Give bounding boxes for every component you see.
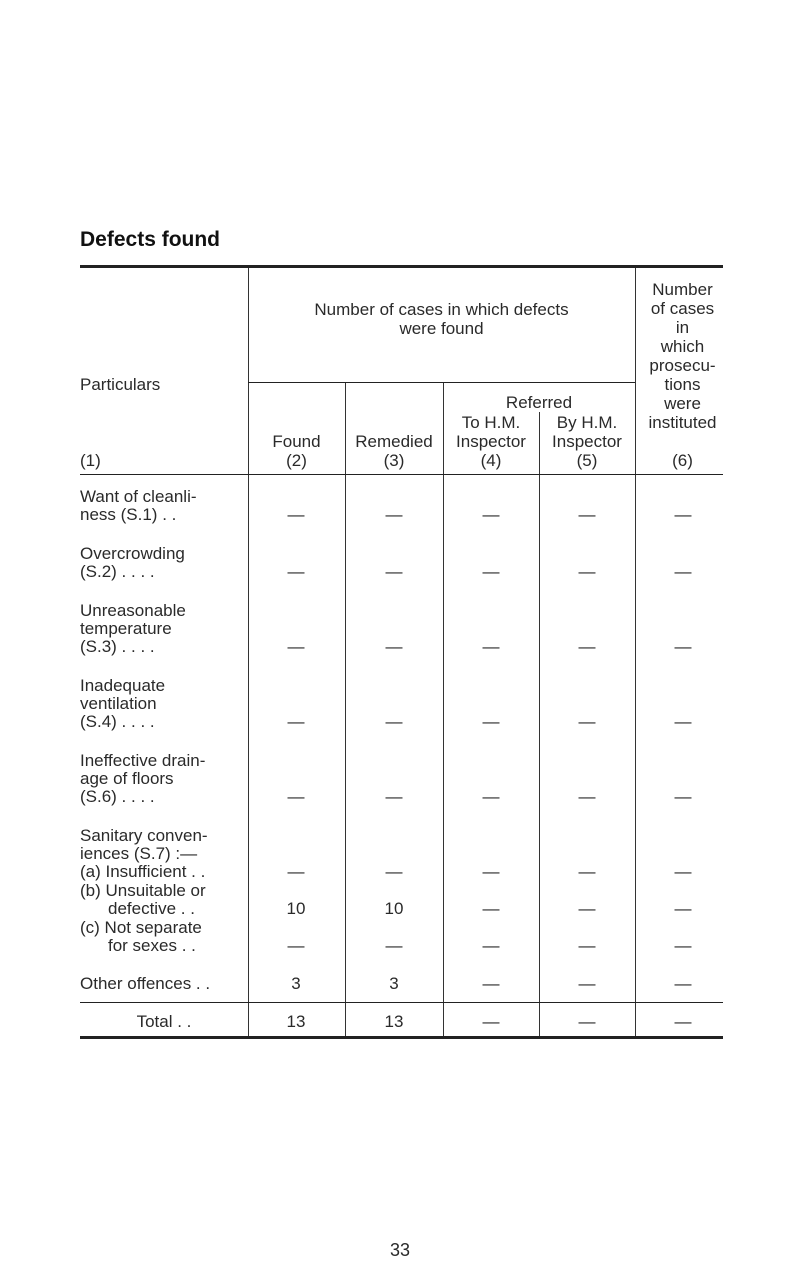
col-divider-2 [345,383,346,1038]
page-number: 33 [389,1240,411,1260]
table-cell: — [385,712,403,731]
table-cell: — [287,505,305,524]
table-row-label [80,488,197,524]
table-cell: — [287,637,305,656]
row-label-line: for sexes . . [108,936,196,955]
header-prosecutions [635,280,730,470]
table-cell: — [385,637,403,656]
header-found-num: (2) [286,451,307,470]
table-cell: — [578,936,596,955]
total-top-rule [80,1002,723,1003]
row-label-line: (c) Not separate [80,918,202,937]
table-cell: — [578,974,596,993]
table-cell: — [482,637,500,656]
col-divider-3 [443,383,444,1038]
header-to-hm [443,413,539,470]
table-cell: — [578,899,596,918]
table-row-label [80,677,165,731]
row-label-line: Overcrowding [80,544,185,563]
header-remedied-num: (3) [383,451,405,470]
table-row-label [80,545,185,581]
table-cell: — [578,562,596,581]
table-bottom-rule [80,1036,723,1039]
total-label: Total . . [136,1012,192,1031]
table-cell: — [482,562,500,581]
table-cell: — [674,562,692,581]
header-by-hm-num: (5) [576,451,598,470]
row-label-line: ventilation [80,694,157,713]
table-cell: — [385,787,403,806]
table-cell: — [287,787,305,806]
table-row-label [80,919,202,955]
row-label-line: (S.3) . . . . [80,637,155,656]
header-by-hm [539,413,635,470]
header-prosecutions-l9 [635,432,730,451]
header-bottom-rule [80,474,723,475]
table-cell: — [578,712,596,731]
header-prosecutions-l7: were [664,394,701,413]
row-label-line: (S.2) . . . . [80,562,155,581]
table-cell: — [578,787,596,806]
header-prosecutions-l6: tions [664,375,701,394]
header-found-label: Found [272,432,321,451]
table-cell: — [385,862,403,881]
header-particulars: Particulars [80,375,161,394]
row-label-line: iences (S.7) :— [80,844,198,863]
table-row-label [80,602,186,656]
table-cell: — [674,712,692,731]
row-label-line: (b) Unsuitable or [80,881,206,900]
header-remedied [345,432,443,470]
header-particulars-num: (1) [80,451,101,470]
header-by-hm-line1: By H.M. [556,413,618,432]
row-label-line: ness (S.1) . . [80,505,177,524]
table-cell: — [482,974,500,993]
table-cell: — [482,899,500,918]
table-cell: 3 [389,974,399,993]
table-top-rule [80,265,723,268]
table-cell: — [385,936,403,955]
total-cell: 13 [384,1012,404,1031]
row-label-line: (S.6) . . . . [80,787,155,806]
table-cell: — [482,712,500,731]
row-label-line: (S.4) . . . . [80,712,155,731]
group-header-rule [248,382,635,383]
table-cell: — [287,862,305,881]
header-prosecutions-l5: prosecu- [649,356,716,375]
total-cell: — [674,1012,692,1031]
col-divider-1 [248,268,249,1038]
col-divider-4 [539,412,540,1038]
table-row-label [80,975,210,993]
row-label-line: Ineffective drain- [80,751,206,770]
table-cell: — [674,899,692,918]
header-prosecutions-l8: instituted [648,413,717,432]
header-to-hm-line1: To H.M. [461,413,521,432]
table-row-label [80,752,205,806]
table-cell: — [674,936,692,955]
table-cell: — [287,936,305,955]
row-label-line: defective . . [108,899,195,918]
header-group-line1: Number of cases in which defects [314,300,569,319]
table-cell: — [674,505,692,524]
header-remedied-label: Remedied [355,432,433,451]
row-label-line: (a) Insufficient . . [80,862,206,881]
header-by-hm-line2: Inspector [552,432,622,451]
page-title: Defects found [80,228,221,251]
table-cell: — [674,974,692,993]
row-label-line: Other offences . . [80,974,211,993]
header-prosecutions-num: (6) [672,451,693,470]
header-to-hm-num: (4) [480,451,502,470]
table-cell: — [674,637,692,656]
row-label-line: Want of cleanli- [80,487,197,506]
total-cell: 13 [286,1012,306,1031]
header-referred: Referred [505,393,573,412]
header-group-line2: were found [399,319,484,338]
header-prosecutions-l4: which [660,337,705,356]
row-label-line: temperature [80,619,172,638]
table-cell: 10 [286,899,306,918]
table-cell: — [578,637,596,656]
table-cell: 3 [291,974,301,993]
table-cell: — [482,936,500,955]
row-label-line: age of floors [80,769,174,788]
header-group [248,300,635,338]
header-prosecutions-l2: of cases [650,299,715,318]
table-cell: — [482,787,500,806]
table-cell: — [674,862,692,881]
header-found [248,432,345,470]
total-cell: — [482,1012,500,1031]
row-label-line: Sanitary conven- [80,826,208,845]
row-label-line: Unreasonable [80,601,186,620]
table-row-label [80,882,206,918]
table-cell: — [482,862,500,881]
table-cell: — [385,505,403,524]
table-cell: — [482,505,500,524]
header-prosecutions-l3: in [675,318,690,337]
table-cell: — [385,562,403,581]
table-cell: — [674,787,692,806]
table-cell: — [287,712,305,731]
row-label-line: Inadequate [80,676,166,695]
header-prosecutions-l1: Number [652,280,713,299]
table-cell: — [578,505,596,524]
table-cell: — [578,862,596,881]
total-cell: — [578,1012,596,1031]
table-row-label [80,827,208,881]
header-to-hm-line2: Inspector [456,432,526,451]
table-cell: 10 [384,899,404,918]
table-cell: — [287,562,305,581]
